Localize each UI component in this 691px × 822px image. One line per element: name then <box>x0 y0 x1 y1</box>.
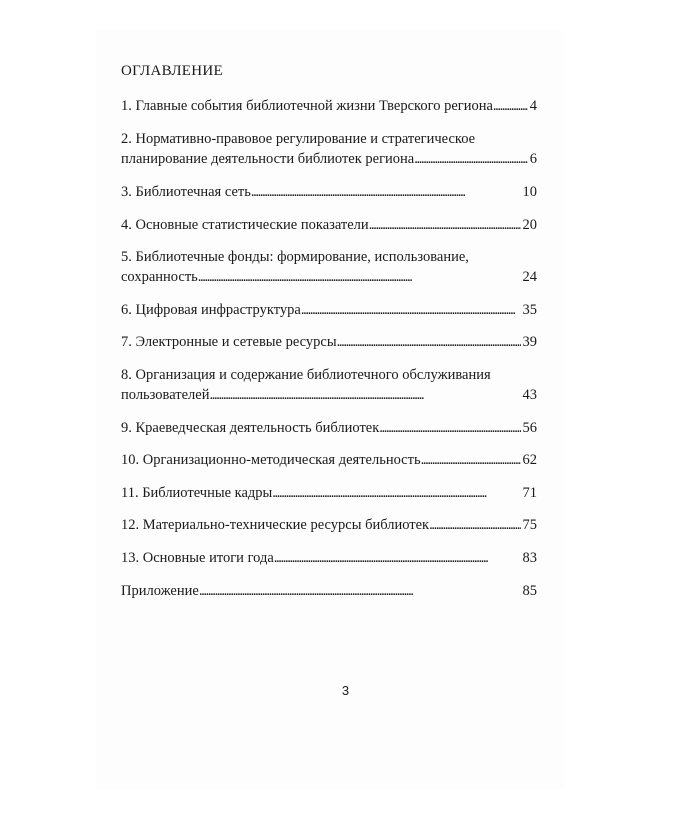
toc-entry-title: 8. Организация и содержание библиотечного обслуживания <box>121 367 491 383</box>
toc-entry-title: 1. Главные события библиотечной жизни Тверского региона <box>121 98 493 114</box>
dot-leader <box>199 581 521 601</box>
dot-leader <box>429 515 520 535</box>
dot-leader <box>274 548 521 568</box>
toc-entry-page: 85 <box>522 583 537 599</box>
toc-entry-title: 13. Основные итоги года <box>121 550 274 566</box>
toc-entry-title: 9. Краеведческая деятельность библиотек <box>121 420 380 436</box>
toc-entry-page: 75 <box>522 517 537 533</box>
toc-entry-title: 4. Основные статистические показатели <box>121 217 369 233</box>
toc-entry-title: 11. Библиотечные кадры <box>121 485 273 501</box>
toc-entry-page: 62 <box>522 452 537 468</box>
dot-leader <box>414 149 528 169</box>
dot-leader <box>209 385 520 405</box>
dot-leader <box>369 215 521 235</box>
dot-leader <box>198 267 521 287</box>
toc-entry-page: 56 <box>522 420 537 436</box>
toc-entry-page: 20 <box>522 217 537 233</box>
toc-entry-page: 39 <box>522 334 537 350</box>
toc-entry-page: 71 <box>522 485 537 501</box>
toc-entry-title: 3. Библиотечная сеть <box>121 184 251 200</box>
toc-entry-title: 5. Библиотечные фонды: формирование, использование, <box>121 249 469 265</box>
toc-entry-title: 7. Электронные и сетевые ресурсы <box>121 334 337 350</box>
dot-leader <box>301 300 521 320</box>
toc-entry-page: 6 <box>529 151 537 167</box>
toc-entry-page: 35 <box>522 302 537 318</box>
toc-entry-page: 43 <box>522 387 537 403</box>
toc-entry-title: 10. Организационно-методическая деятельность <box>121 452 421 468</box>
toc-entry-title: сохранность <box>121 269 198 285</box>
toc-heading: ОГЛАВЛЕНИЕ <box>121 63 223 79</box>
toc-entry-page: 10 <box>522 184 537 200</box>
toc-entry-title: Приложение <box>121 583 199 599</box>
toc-entry-title: 6. Цифровая инфраструктура <box>121 302 301 318</box>
dot-leader <box>251 182 521 202</box>
dot-leader <box>337 332 521 352</box>
toc-entry-page: 83 <box>522 550 537 566</box>
toc-entry-page: 24 <box>522 269 537 285</box>
toc-entry-title: 12. Материально-технические ресурсы библиотек <box>121 517 430 533</box>
dot-leader <box>379 418 520 438</box>
page-number: 3 <box>341 683 350 698</box>
dot-leader <box>493 96 528 116</box>
toc-entry-title: планирование деятельности библиотек региона <box>121 151 415 167</box>
toc-entry-title: 2. Нормативно-правовое регулирование и стратегическое <box>121 131 476 147</box>
dot-leader <box>421 450 521 470</box>
dot-leader <box>272 483 520 503</box>
toc-entry-title: пользователей <box>121 387 210 403</box>
toc-entry-page: 4 <box>529 98 537 114</box>
